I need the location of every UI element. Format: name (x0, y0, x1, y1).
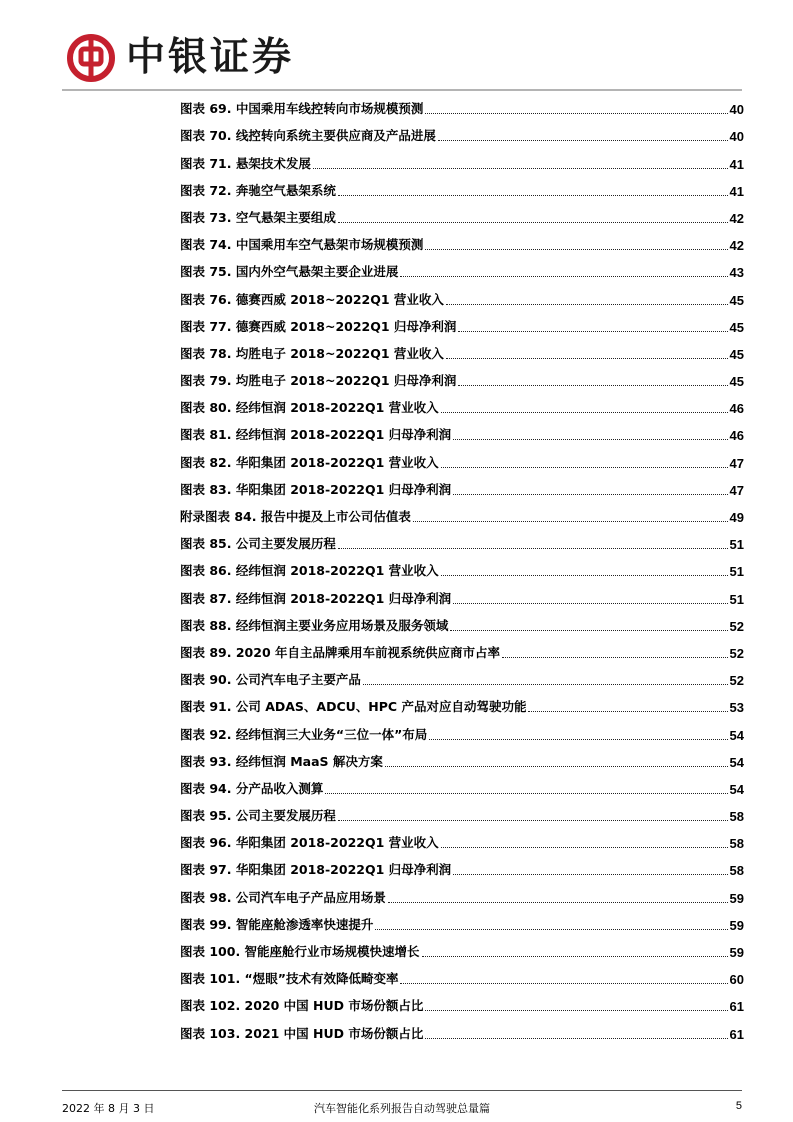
toc-entry-page: 51 (729, 537, 744, 553)
toc-entry[interactable] (180, 393, 744, 420)
toc-entry-title: 图表 92. 经纬恒润三大业务“三位一体”布局 (180, 726, 428, 742)
toc-entry-title: 图表 83. 华阳集团 2018-2022Q1 归母净利润 (180, 481, 452, 497)
toc-entry[interactable] (180, 583, 744, 610)
toc-entry[interactable] (180, 203, 744, 230)
toc-dot-leader (385, 766, 728, 767)
toc-entry-page: 58 (729, 809, 744, 825)
toc-entry-title: 图表 81. 经纬恒润 2018-2022Q1 归母净利润 (180, 427, 452, 443)
toc-entry-title: 图表 77. 德赛西威 2018~2022Q1 归母净利润 (180, 318, 457, 334)
header-divider (62, 89, 742, 91)
toc-dot-leader (441, 847, 728, 848)
toc-entry-page: 54 (729, 727, 744, 743)
toc-entry[interactable] (180, 230, 744, 257)
toc-entry-page: 42 (729, 210, 744, 226)
toc-entry[interactable] (180, 855, 744, 882)
toc-dot-leader (458, 385, 727, 386)
toc-entry[interactable] (180, 475, 744, 502)
toc-entry-page: 46 (729, 428, 744, 444)
toc-entry-page: 49 (729, 510, 744, 525)
toc-entry-title: 图表 80. 经纬恒润 2018-2022Q1 营业收入 (180, 400, 439, 416)
toc-entry-page: 42 (729, 238, 744, 254)
toc-dot-leader (313, 168, 728, 169)
toc-dot-leader (446, 304, 728, 305)
toc-dot-leader (441, 575, 728, 576)
toc-dot-leader (502, 657, 728, 658)
toc-entry[interactable] (180, 94, 744, 121)
toc-entry[interactable] (180, 937, 744, 964)
toc-entry-page: 61 (729, 1026, 744, 1042)
toc-entry-title: 图表 100. 智能座舱行业市场规模快速增长 (180, 944, 420, 959)
toc-entry[interactable] (180, 719, 744, 746)
footer-date: 2022 年 8 月 3 日 (62, 1102, 155, 1115)
toc-entry[interactable] (180, 692, 744, 719)
brand-name: 中银证券 (126, 35, 295, 80)
toc-entry-page: 45 (729, 346, 744, 362)
toc-dot-leader (425, 1038, 727, 1039)
toc-entry[interactable] (180, 665, 744, 692)
toc-dot-leader (453, 439, 727, 440)
footer-report-title: 汽车智能化系列报告自动驾驶总量篇 (314, 1102, 490, 1115)
toc-entry-title: 图表 94. 分产品收入测算 (180, 780, 324, 796)
toc-entry-page: 45 (729, 319, 744, 335)
toc-dot-leader (441, 412, 728, 413)
toc-entry-title: 图表 102. 2020 中国 HUD 市场份额占比 (180, 998, 424, 1014)
figure-index-list (180, 94, 744, 1046)
toc-dot-leader (453, 874, 727, 875)
toc-entry[interactable] (180, 1018, 744, 1045)
toc-dot-leader (375, 929, 727, 930)
toc-entry-page: 41 (729, 183, 744, 199)
toc-entry-page: 60 (729, 972, 744, 988)
toc-entry-title: 图表 79. 均胜电子 2018~2022Q1 归母净利润 (180, 373, 457, 389)
toc-dot-leader (441, 467, 728, 468)
toc-entry[interactable] (180, 447, 744, 474)
toc-dot-leader (422, 956, 728, 957)
footer-page-number: 5 (735, 1100, 742, 1112)
toc-entry-title: 图表 88. 经纬恒润主要业务应用场景及服务领域 (180, 617, 449, 633)
toc-dot-leader (325, 793, 727, 794)
toc-entry-page: 52 (729, 673, 744, 689)
toc-entry-title: 图表 90. 公司汽车电子主要产品 (180, 672, 361, 688)
toc-entry-page: 54 (729, 754, 744, 770)
toc-entry[interactable] (180, 366, 744, 393)
toc-entry-page: 59 (729, 917, 744, 933)
toc-entry[interactable] (180, 747, 744, 774)
toc-entry-title: 图表 95. 公司主要发展历程 (180, 808, 336, 824)
toc-entry-page: 40 (729, 102, 744, 118)
toc-entry-page: 52 (729, 645, 744, 661)
toc-entry-title: 图表 101. “煜眼”技术有效降低畸变率 (180, 971, 399, 987)
page-header (0, 0, 793, 92)
toc-entry-title: 图表 87. 经纬恒润 2018-2022Q1 归母净利润 (180, 590, 452, 606)
toc-entry[interactable] (180, 964, 744, 991)
toc-dot-leader (458, 331, 727, 332)
toc-entry-page: 58 (729, 836, 744, 852)
toc-entry[interactable] (180, 910, 744, 937)
toc-entry-page: 47 (729, 482, 744, 498)
toc-entry-page: 51 (729, 591, 744, 607)
toc-entry[interactable] (180, 121, 744, 148)
toc-entry-title: 图表 72. 奔驰空气悬架系统 (180, 182, 336, 198)
toc-entry-title: 图表 85. 公司主要发展历程 (180, 536, 336, 552)
toc-entry-page: 47 (729, 455, 744, 471)
toc-entry-title: 图表 89. 2020 年自主品牌乘用车前视系统供应商市占率 (180, 644, 500, 660)
toc-dot-leader (400, 276, 727, 277)
toc-entry[interactable] (180, 828, 744, 855)
toc-entry[interactable] (180, 148, 744, 175)
toc-entry-page: 53 (729, 700, 744, 716)
toc-dot-leader (338, 548, 728, 549)
toc-entry[interactable] (180, 611, 744, 638)
toc-dot-leader (400, 983, 727, 984)
toc-dot-leader (338, 195, 728, 196)
toc-entry-page: 51 (729, 564, 744, 580)
toc-entry-title: 图表 93. 经纬恒润 MaaS 解决方案 (180, 753, 383, 769)
toc-dot-leader (363, 684, 728, 685)
toc-entry-title: 图表 75. 国内外空气悬架主要企业进展 (180, 264, 399, 280)
toc-entry-title: 图表 86. 经纬恒润 2018-2022Q1 营业收入 (180, 563, 439, 579)
footer-divider (62, 1090, 742, 1091)
toc-entry-title: 图表 98. 公司汽车电子产品应用场景 (180, 889, 386, 905)
toc-entry[interactable] (180, 774, 744, 801)
toc-entry[interactable] (180, 556, 744, 583)
toc-dot-leader (429, 739, 727, 740)
toc-entry[interactable] (180, 312, 744, 339)
toc-dot-leader (425, 113, 727, 114)
toc-entry-page: 45 (729, 292, 744, 308)
toc-entry[interactable] (180, 502, 744, 529)
toc-entry-page: 41 (729, 156, 744, 172)
toc-dot-leader (338, 820, 728, 821)
toc-entry[interactable] (180, 339, 744, 366)
toc-entry-page: 40 (729, 129, 744, 145)
toc-entry-page: 43 (729, 265, 744, 281)
toc-dot-leader (528, 711, 727, 712)
toc-entry-page: 58 (729, 863, 744, 879)
toc-entry-title: 图表 91. 公司 ADAS、ADCU、HPC 产品对应自动驾驶功能 (180, 699, 527, 715)
toc-entry[interactable] (180, 257, 744, 284)
toc-entry[interactable] (180, 529, 744, 556)
toc-entry-title: 图表 97. 华阳集团 2018-2022Q1 归母净利润 (180, 862, 452, 878)
toc-entry-title: 图表 74. 中国乘用车空气悬架市场规模预测 (180, 237, 424, 253)
toc-entry[interactable] (180, 420, 744, 447)
toc-dot-leader (453, 494, 727, 495)
bank-of-china-logo-icon (66, 33, 116, 83)
toc-entry[interactable] (180, 801, 744, 828)
toc-entry-title: 图表 73. 空气悬架主要组成 (180, 209, 336, 225)
toc-dot-leader (450, 630, 727, 631)
toc-entry-title: 图表 96. 华阳集团 2018-2022Q1 营业收入 (180, 835, 439, 851)
toc-entry-title: 图表 82. 华阳集团 2018-2022Q1 营业收入 (180, 454, 439, 470)
toc-entry-page: 59 (729, 945, 744, 960)
toc-dot-leader (425, 1010, 727, 1011)
toc-entry-page: 45 (729, 374, 744, 390)
toc-entry-page: 61 (729, 999, 744, 1015)
toc-dot-leader (388, 902, 728, 903)
toc-entry-title: 图表 76. 德赛西威 2018~2022Q1 营业收入 (180, 291, 444, 307)
toc-dot-leader (425, 249, 727, 250)
page-footer (62, 1100, 742, 1116)
toc-entry[interactable] (180, 284, 744, 311)
toc-entry[interactable] (180, 882, 744, 909)
toc-entry-title: 图表 71. 悬架技术发展 (180, 155, 311, 171)
toc-dot-leader (446, 358, 728, 359)
toc-entry-title: 图表 103. 2021 中国 HUD 市场份额占比 (180, 1025, 424, 1041)
toc-entry[interactable] (180, 176, 744, 203)
toc-entry-page: 59 (729, 890, 744, 906)
toc-entry-page: 54 (729, 781, 744, 797)
toc-dot-leader (438, 140, 728, 141)
toc-entry-title: 图表 99. 智能座舱渗透率快速提升 (180, 916, 374, 932)
toc-dot-leader (453, 603, 727, 604)
toc-entry[interactable] (180, 991, 744, 1018)
toc-entry[interactable] (180, 638, 744, 665)
toc-entry-title: 图表 69. 中国乘用车线控转向市场规模预测 (180, 101, 424, 117)
toc-dot-leader (338, 222, 728, 223)
toc-entry-page: 52 (729, 618, 744, 634)
toc-dot-leader (413, 521, 728, 522)
toc-entry-title: 图表 70. 线控转向系统主要供应商及产品进展 (180, 128, 436, 144)
toc-entry-title: 附录图表 84. 报告中提及上市公司估值表 (180, 509, 411, 524)
toc-entry-title: 图表 78. 均胜电子 2018~2022Q1 营业收入 (180, 345, 444, 361)
toc-entry-page: 46 (729, 401, 744, 417)
